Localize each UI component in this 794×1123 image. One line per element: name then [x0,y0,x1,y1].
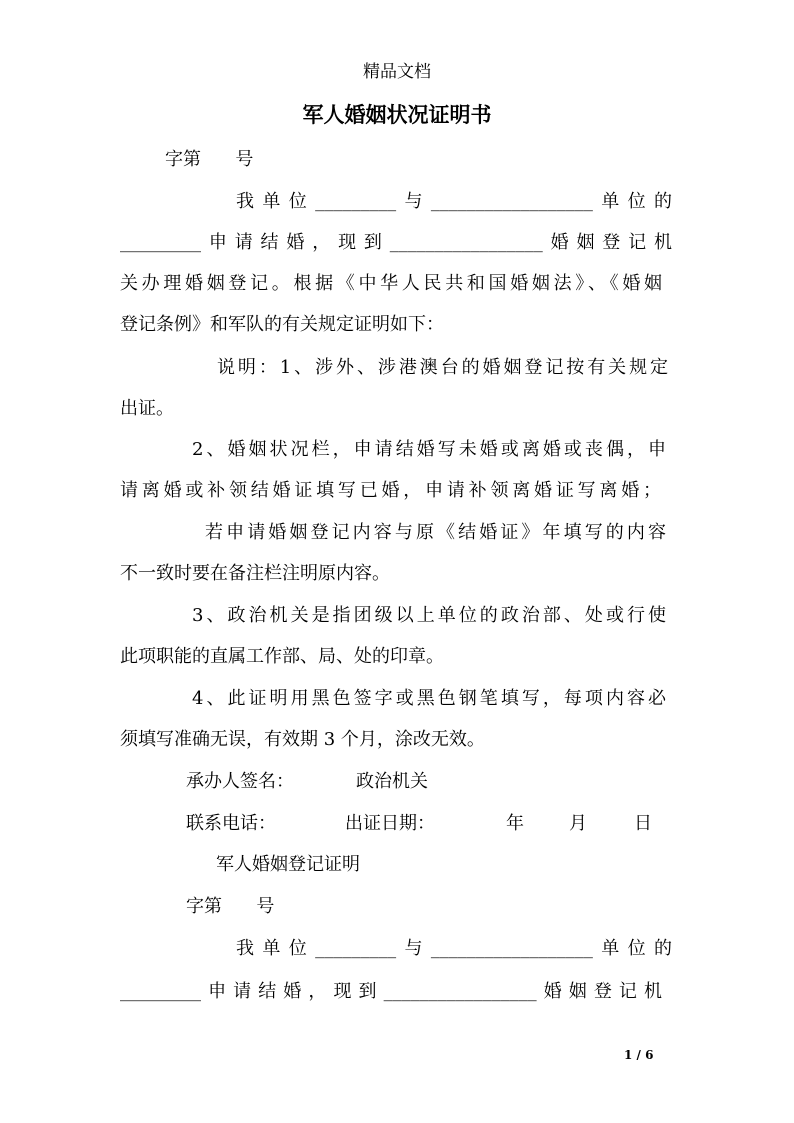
document-title: 军人婚姻状况证明书 [302,102,492,127]
certificate-body-line-4: 登记条例》和军队的有关规定证明如下： [120,314,444,335]
note-4-line-2: 须填写准确无误，有效期 3 个月，涂改无效。 [120,729,485,750]
note-4-line-1: 4、此证明用黑色签字或黑色钢笔填写，每项内容必 [192,688,666,709]
day-label: 日 [634,813,652,834]
handler-signature-label: 承办人签名： [186,771,294,792]
certificate-body-line-1: 我单位_________与__________________单位的 [236,191,672,212]
note-2-line-2: 请离婚或补领结婚证填写已婚，申请补领离婚证写离婚； [120,480,661,501]
year-label: 年 [506,813,524,834]
second-number-line: 字第 号 [186,896,275,917]
note-2-line-1: 2、婚姻状况栏，申请结婚写未婚或离婚或丧偶，申 [192,439,666,460]
note-2b-line-2: 不一致时要在备注栏注明原内容。 [120,563,390,584]
note-1-line-2: 出证。 [120,398,174,419]
certificate-body-line-3: 关办理婚姻登记。根据《中华人民共和国婚姻法》、《婚姻 [120,273,662,294]
note-3-line-2: 此项职能的直属工作部、局、处的印章。 [120,646,444,667]
second-body-line-2: _________申请结婚，现到_________________婚姻登记机 [120,981,662,1002]
second-section-title: 军人婚姻登记证明 [216,854,360,875]
month-label: 月 [569,813,587,834]
note-2b-line-1: 若申请婚姻登记内容与原《结婚证》年填写的内容 [205,522,666,543]
phone-label: 联系电话： [186,813,276,834]
second-body-line-1: 我单位_________与__________________单位的 [236,938,672,959]
political-organ-label: 政治机关 [356,771,428,792]
note-1-line-1: 说明：1、涉外、涉港澳台的婚姻登记按有关规定 [217,357,668,378]
page-header: 精品文档 [363,62,431,82]
certificate-body-line-2: _________申请结婚，现到_________________婚姻登记机 [120,232,672,253]
page-number: 1 / 6 [624,1048,654,1062]
note-3-line-1: 3、政治机关是指团级以上单位的政治部、处或行使 [192,605,666,626]
issue-date-label: 出证日期： [345,813,435,834]
certificate-number-line: 字第 号 [165,149,254,170]
